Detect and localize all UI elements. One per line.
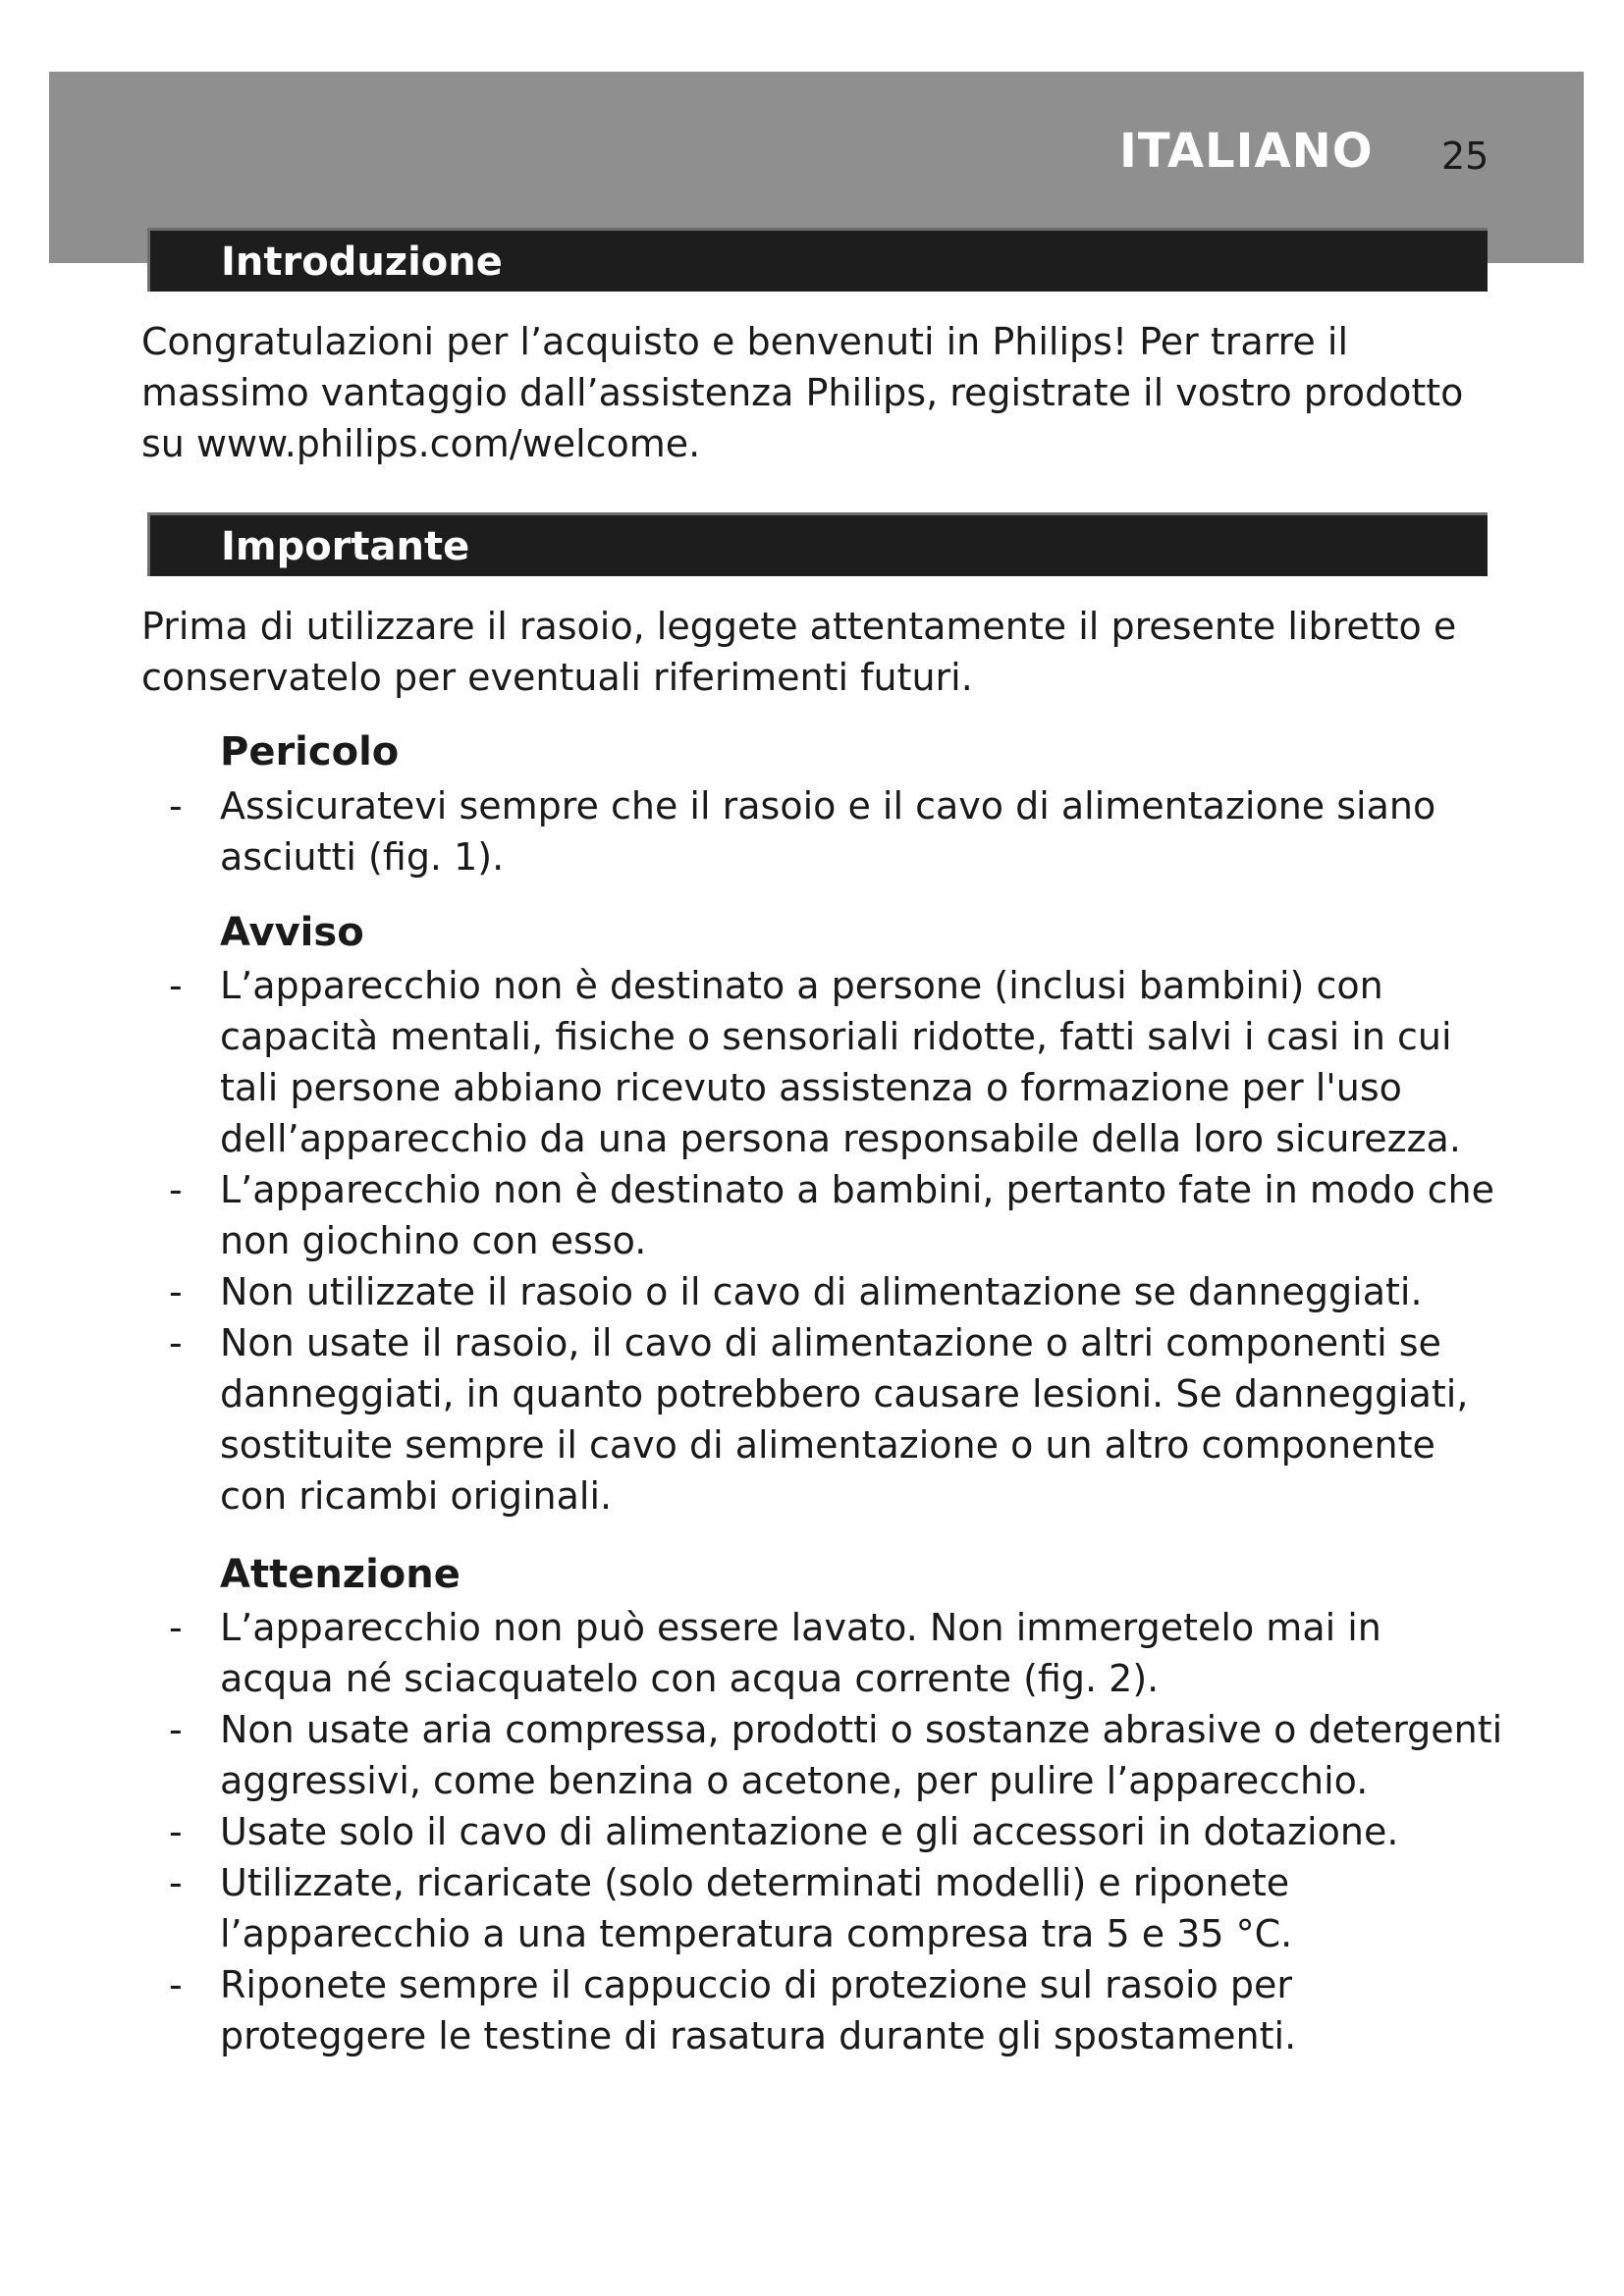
list-dash: - [169, 784, 183, 828]
list-dash: - [169, 1708, 183, 1751]
list-item: - L’apparecchio non può essere lavato. Non immergetelo mai in acqua né sciacquatelo con acqua corrente (fig. 2). [169, 1602, 1504, 1704]
importante-paragraph: Prima di utilizzare il rasoio, leggete attentamente il presente libretto e conservatelo per eventuali riferimenti futuri. [141, 605, 1457, 699]
subheading-pericolo: Pericolo [220, 729, 400, 774]
section-header-introduzione [147, 228, 1488, 292]
list-item: - L’apparecchio non è destinato a persone (inclusi bambini) con capacità mentali, fisiche o sensoriali ridotte, fatti salvi i casi in cui tali persone abbiano ricevuto assistenza o formazione per l'uso dell’apparecchio da una persona responsabile della loro sicurezza. [169, 960, 1504, 1164]
list-item: - Non usate il rasoio, il cavo di alimentazione o altri componenti se danneggiati, in quanto potrebbero causare lesioni. Se danneggiati, sostituite sempre il cavo di alimentazione o un altro componente con ricambi originali. [169, 1317, 1504, 1522]
list-dash: - [169, 1168, 183, 1211]
list-dash: - [169, 1321, 183, 1364]
list-item: - Utilizzate, ricaricate (solo determinati modelli) e riponete l’apparecchio a una temperatura compresa tra 5 e 35 °C. [169, 1857, 1504, 1959]
section-header-importante [147, 512, 1488, 576]
list-item: - Usate solo il cavo di alimentazione e gli accessori in dotazione. [169, 1806, 1504, 1857]
section-title-introduzione: Introduzione [221, 240, 503, 285]
intro-paragraph: Congratulazioni per l’acquisto e benvenuti in Philips! Per trarre il massimo vantaggio dall’assistenza Philips, registrate il vostro prodotto su www.philips.com/welcome. [141, 320, 1464, 465]
section-title-importante: Importante [221, 524, 470, 569]
list-dash: - [169, 1963, 183, 2006]
pericolo-list [169, 780, 1504, 882]
subheading-attenzione: Attenzione [220, 1552, 460, 1597]
list-dash: - [169, 964, 183, 1007]
attenzione-list [169, 1602, 1504, 2061]
list-item: - Non usate aria compressa, prodotti o sostanze abrasive o detergenti aggressivi, come benzina o acetone, per pulire l’apparecchio. [169, 1704, 1504, 1806]
list-item: - Riponete sempre il cappuccio di protezione sul rasoio per proteggere le testine di rasatura durante gli spostamenti. [169, 1959, 1504, 2061]
list-item: - L’apparecchio non è destinato a bambini, pertanto fate in modo che non giochino con esso. [169, 1164, 1504, 1266]
subheading-avviso: Avviso [220, 910, 364, 955]
list-item: - Non utilizzate il rasoio o il cavo di alimentazione se danneggiati. [169, 1266, 1504, 1317]
list-dash: - [169, 1270, 183, 1313]
list-dash: - [169, 1606, 183, 1649]
list-dash: - [169, 1810, 183, 1853]
list-item: - Assicuratevi sempre che il rasoio e il cavo di alimentazione siano asciutti (fig. 1). [169, 780, 1504, 882]
language-title: ITALIANO [1119, 124, 1374, 179]
page-number: 25 [1441, 134, 1489, 178]
avviso-list [169, 960, 1504, 1522]
list-dash: - [169, 1861, 183, 1904]
